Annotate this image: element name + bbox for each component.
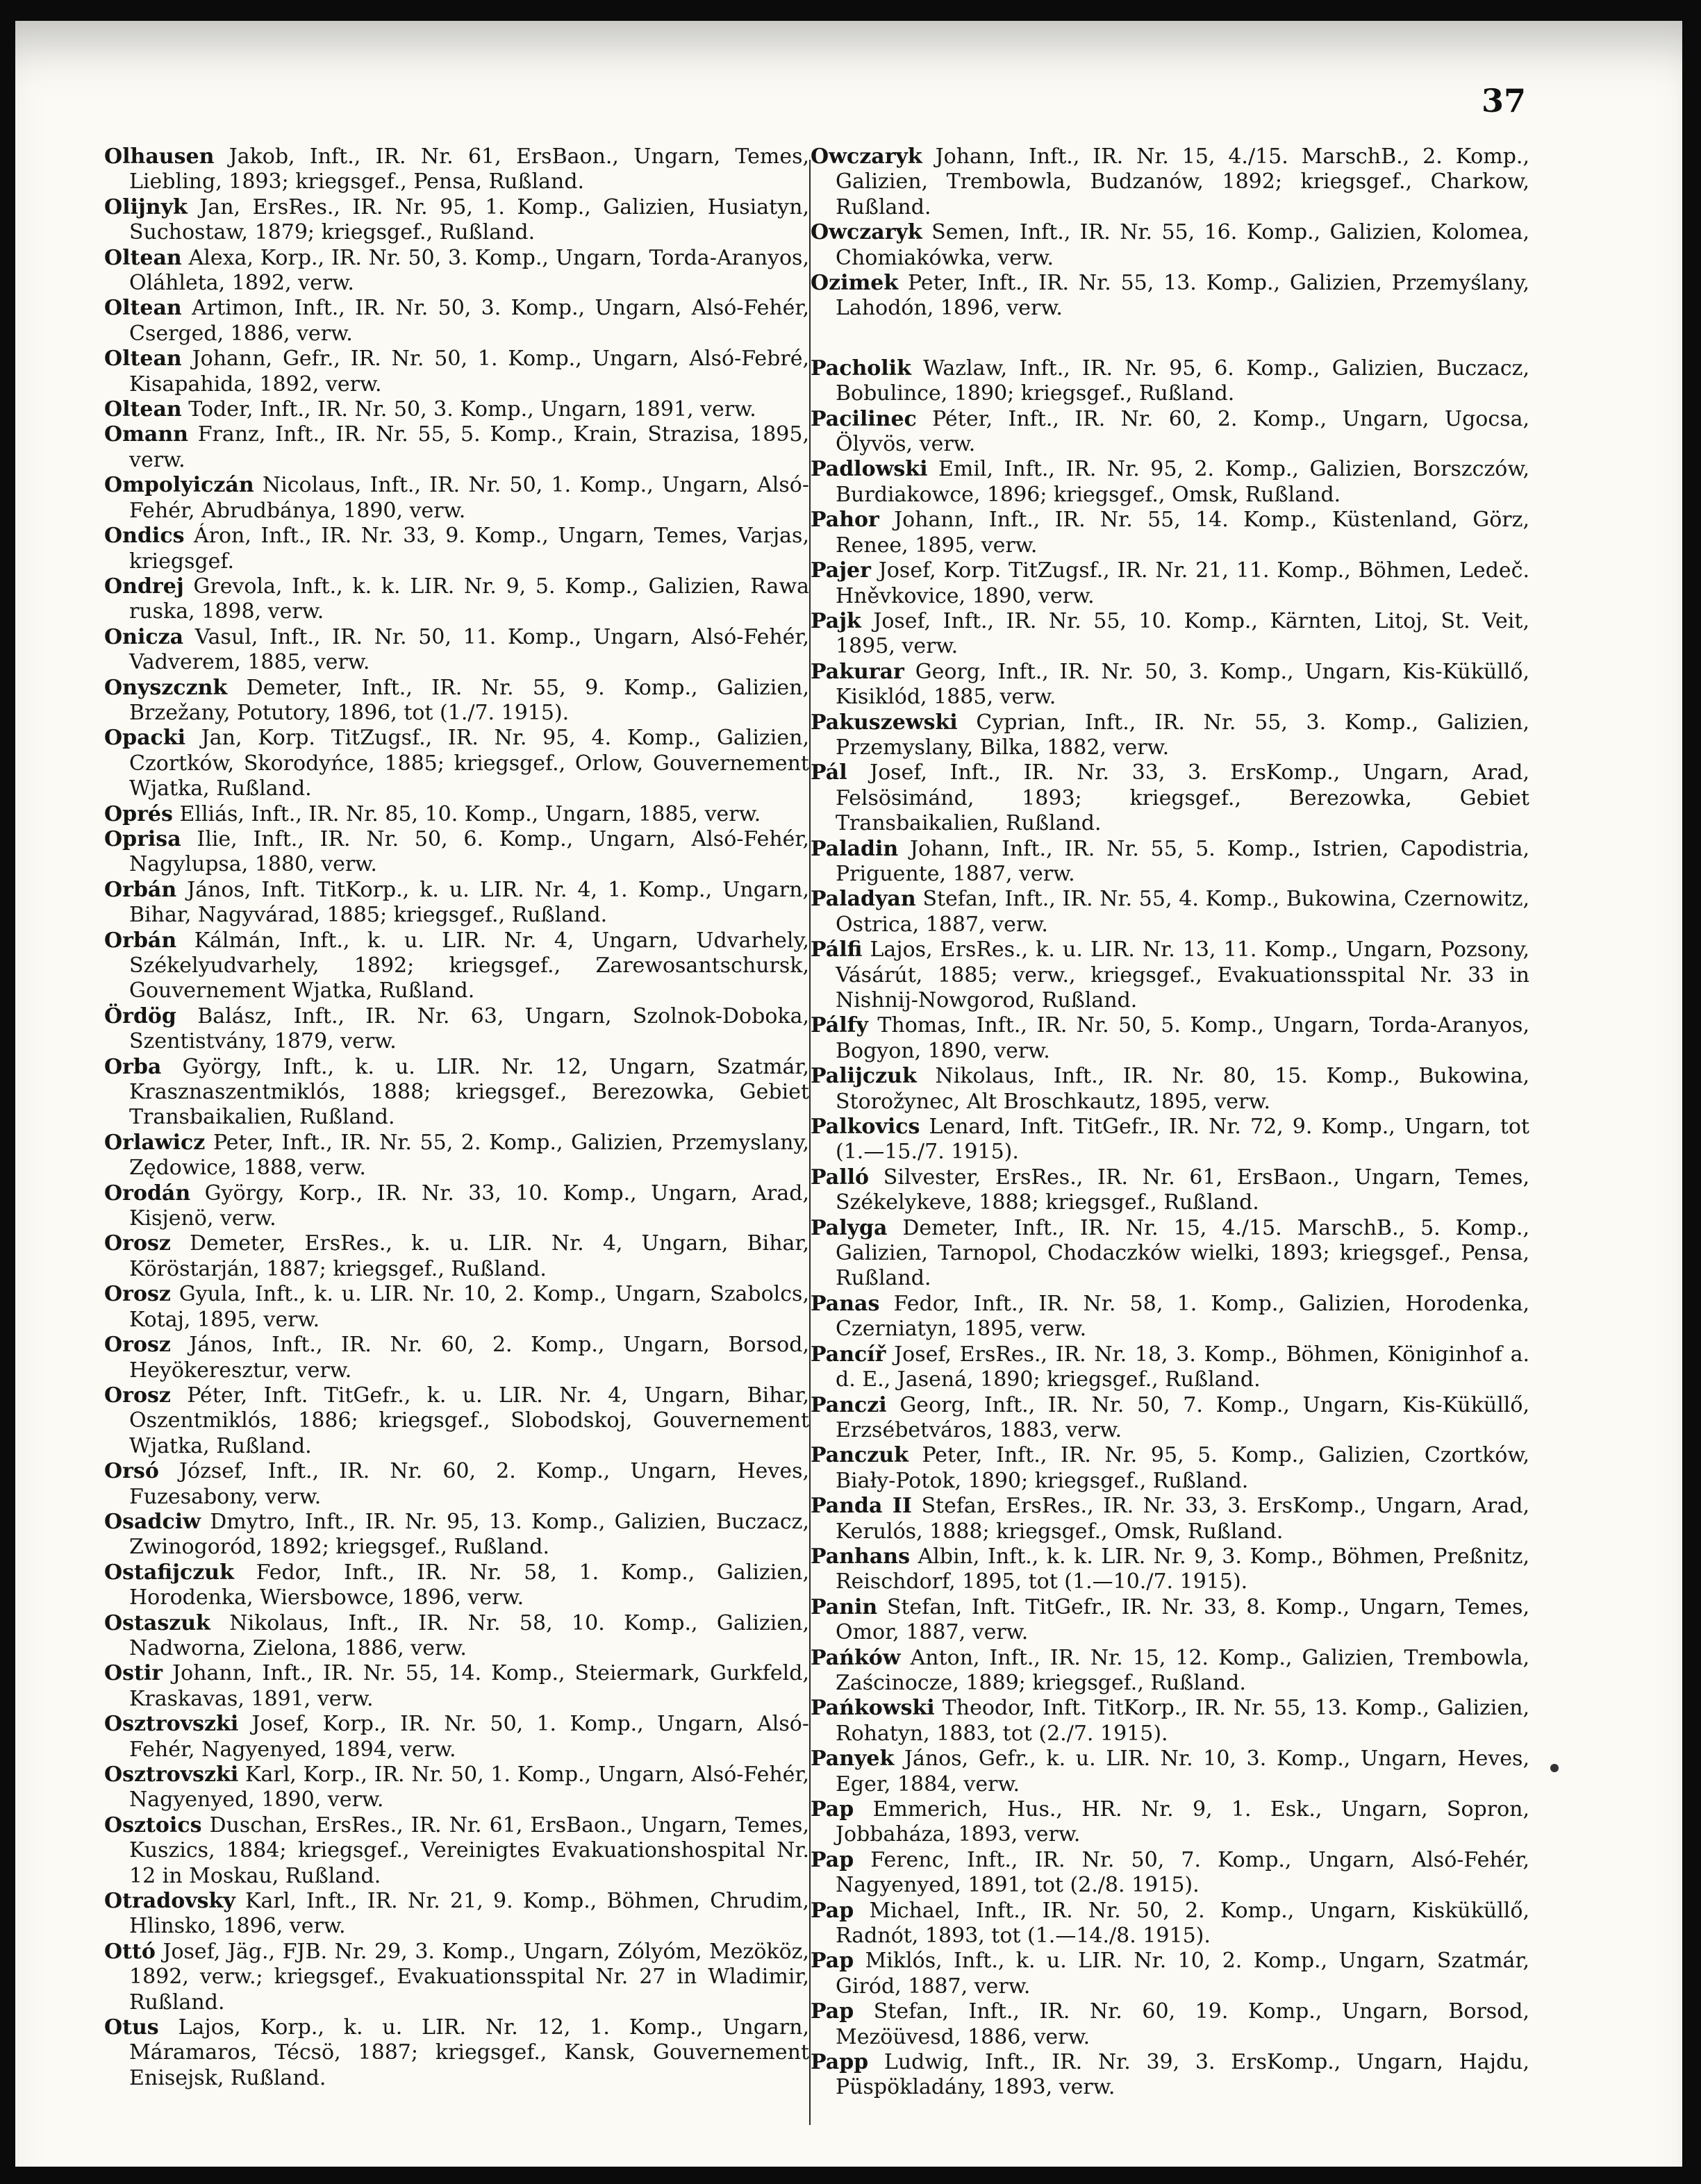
- entry-details: Alexa, Korp., IR. Nr. 50, 3. Komp., Ungarn, Torda-Aranyos, Oláhleta, 1892, verw.: [129, 245, 809, 296]
- entry: [811, 1646, 1529, 1697]
- entry-surname: Orosz: [104, 1282, 171, 1307]
- entry: [104, 422, 809, 473]
- entry: [104, 1131, 809, 1181]
- entry: [104, 195, 809, 246]
- entry-surname: Paladin: [811, 836, 899, 861]
- entry-details: Demeter, ErsRes., k. u. LIR. Nr. 4, Ungarn, Bihar, Köröstarján, 1887; kriegsgef., Rußland.: [129, 1231, 809, 1281]
- entry: [104, 878, 809, 928]
- entry-details: Franz, Inft., IR. Nr. 55, 5. Komp., Krain, Strazisa, 1895, verw.: [129, 422, 809, 472]
- scanned-page: [15, 21, 1682, 2167]
- entry-details: György, Korp., IR. Nr. 33, 10. Komp., Ungarn, Arad, Kisjenö, verw.: [129, 1181, 809, 1231]
- entry-details: Jakob, Inft., IR. Nr. 61, ErsBaon., Ungarn, Temes, Liebling, 1893; kriegsgef., Pensa, Rußland.: [129, 144, 809, 194]
- entry-details: Georg, Inft., IR. Nr. 50, 7. Komp., Ungarn, Kis-Küküllő, Erzsébetváros, 1883, verw.: [836, 1392, 1529, 1442]
- entry-surname: Pahor: [811, 508, 879, 533]
- entry: [811, 1064, 1529, 1115]
- entry-surname: Panczi: [811, 1392, 887, 1417]
- entry-details: Johann, Inft., IR. Nr. 55, 5. Komp., Istrien, Capodistria, Priguente, 1887, verw.: [836, 836, 1529, 886]
- entry-surname: Ompolyiczán: [104, 473, 254, 498]
- entry: [104, 1459, 809, 1510]
- entry-surname: Opacki: [104, 726, 185, 751]
- entry: [104, 473, 809, 524]
- entry: [104, 574, 809, 625]
- entry: [104, 1231, 809, 1282]
- entry: [811, 2050, 1529, 2101]
- entry-surname: Oltean: [104, 245, 182, 270]
- entry-surname: Pap: [811, 1898, 854, 1923]
- entry-details: Stefan, Inft., IR. Nr. 60, 19. Komp., Ungarn, Borsod, Mezöüvesd, 1886, verw.: [836, 1999, 1529, 2049]
- entry-surname: Osztoics: [104, 1812, 202, 1837]
- entry: [104, 1055, 809, 1131]
- entry: [104, 1813, 809, 1889]
- entry: [104, 928, 809, 1004]
- entry: [104, 1889, 809, 1940]
- entry: [104, 246, 809, 297]
- entry-details: Lajos, Korp., k. u. LIR. Nr. 12, 1. Komp., Ungarn, Máramaros, Técsö, 1887; kriegsgef., Kansk, Gouvernement Enisejsk, Rußland.: [129, 2015, 809, 2090]
- entry-surname: Orosz: [104, 1333, 171, 1358]
- entry-details: Péter, Inft., IR. Nr. 60, 2. Komp., Ungarn, Ugocsa, Ölyvös, verw.: [836, 406, 1529, 457]
- entry: [811, 1292, 1529, 1342]
- entry: [811, 407, 1529, 458]
- entry-surname: Pap: [811, 1797, 854, 1822]
- entry-surname: Ottó: [104, 1939, 156, 1964]
- entry-surname: Orosz: [104, 1231, 171, 1256]
- entry-surname: Pakuszewski: [811, 710, 958, 735]
- entry-details: Artimon, Inft., IR. Nr. 50, 3. Komp., Ungarn, Alsó-Fehér, Cserged, 1886, verw.: [129, 296, 810, 346]
- entry-details: Josef, Korp., IR. Nr. 50, 1. Komp., Ungarn, Alsó-Fehér, Nagyenyed, 1894, verw.: [129, 1712, 809, 1762]
- entry-details: Johann, Inft., IR. Nr. 55, 14. Komp., Steiermark, Gurkfeld, Kraskavas, 1891, verw.: [129, 1661, 809, 1711]
- entry-details: Elliás, Inft., IR. Nr. 85, 10. Komp., Ungarn, 1885, verw.: [179, 801, 761, 826]
- entry: [104, 1940, 809, 2015]
- entry-details: Johann, Gefr., IR. Nr. 50, 1. Komp., Ungarn, Alsó-Febré, Kisapahida, 1892, verw.: [129, 347, 809, 397]
- entry-details: Lajos, ErsRes., k. u. LIR. Nr. 13, 11. Komp., Ungarn, Pozsony, Vásárút, 1885; verw., kriegsgef., Evakuationsspital Nr. 33 in Nishnij-Nowgorod, Rußland.: [836, 937, 1529, 1012]
- entry-surname: Olhausen: [104, 144, 215, 169]
- entry: [811, 1797, 1529, 1848]
- entry-details: Nikolaus, Inft., IR. Nr. 58, 10. Komp., Galizien, Nadworna, Zielona, 1886, verw.: [129, 1610, 809, 1660]
- entry-surname: Oprisa: [104, 826, 181, 851]
- entry: [104, 802, 809, 827]
- entry: [811, 144, 1529, 220]
- left-column: [104, 144, 809, 2091]
- entry: [811, 1899, 1529, 1949]
- entry: [811, 609, 1529, 660]
- entry: [104, 1661, 809, 1712]
- entry-details: Jan, ErsRes., IR. Nr. 95, 1. Komp., Galizien, Husiatyn, Suchostaw, 1879; kriegsgef., Rußland.: [129, 194, 809, 245]
- entry-surname: Omann: [104, 422, 188, 447]
- entry-details: Dmytro, Inft., IR. Nr. 95, 13. Komp., Galizien, Buczacz, Zwinogoród, 1892; kriegsgef., Rußland.: [129, 1509, 809, 1560]
- entry: [104, 676, 809, 726]
- entry: [104, 1181, 809, 1232]
- entry-surname: Oltean: [104, 347, 182, 372]
- entry-details: Kálmán, Inft., k. u. LIR. Nr. 4, Ungarn, Udvarhely, Székelyudvarhely, 1892; kriegsgef., Zarewosantschursk, Gouvernement Wjatka, Rußland.: [129, 928, 809, 1003]
- right-column-top-group: [811, 144, 1529, 322]
- entry-details: János, Inft., IR. Nr. 60, 2. Komp., Ungarn, Borsod, Heyökeresztur, verw.: [129, 1333, 809, 1383]
- entry: [811, 220, 1529, 271]
- entry: [104, 1560, 809, 1611]
- entry: [811, 1747, 1529, 1797]
- entry-details: János, Gefr., k. u. LIR. Nr. 10, 3. Komp., Ungarn, Heves, Eger, 1884, verw.: [836, 1747, 1529, 1797]
- entry: [811, 710, 1529, 761]
- entry-details: Michael, Inft., IR. Nr. 50, 2. Komp., Ungarn, Kisküküllő, Radnót, 1893, tot (1.—14./8. 1915).: [836, 1898, 1529, 1949]
- entry-surname: Orodán: [104, 1181, 191, 1206]
- entry-surname: Pańków: [811, 1645, 901, 1670]
- entry-details: János, Inft. TitKorp., k. u. LIR. Nr. 4, 1. Komp., Ungarn, Bihar, Nagyvárad, 1885; kriegsgef., Rußland.: [129, 877, 809, 928]
- entry-details: Karl, Inft., IR. Nr. 21, 9. Komp., Böhmen, Chrudim, Hlinsko, 1896, verw.: [129, 1889, 809, 1939]
- entry-details: Péter, Inft. TitGefr., k. u. LIR. Nr. 4, Ungarn, Bihar, Oszentmiklós, 1886; kriegsgef., Slobodskoj, Gouvernement Wjatka, Rußland.: [129, 1383, 809, 1458]
- entry-details: Ferenc, Inft., IR. Nr. 50, 7. Komp., Ungarn, Alsó-Fehér, Nagyenyed, 1891, tot (2./8. 1915).: [836, 1847, 1529, 1898]
- entry-details: Albin, Inft., k. k. LIR. Nr. 9, 3. Komp., Böhmen, Preßnitz, Reischdorf, 1895, tot (1.—10./7. 1915).: [836, 1544, 1529, 1594]
- entry: [811, 558, 1529, 609]
- entry-surname: Orosz: [104, 1383, 171, 1408]
- entry: [811, 1494, 1529, 1544]
- entry-surname: Palyga: [811, 1215, 888, 1240]
- entry: [811, 1115, 1529, 1165]
- entry-details: Nicolaus, Inft., IR. Nr. 50, 1. Komp., Ungarn, Alsó-Fehér, Abrudbánya, 1890, verw.: [129, 473, 809, 523]
- entry-surname: Orbán: [104, 928, 177, 953]
- entry-surname: Pap: [811, 1847, 854, 1872]
- entry-surname: Orbán: [104, 877, 177, 902]
- entry-surname: Palijczuk: [811, 1064, 917, 1089]
- entry-surname: Oprés: [104, 801, 173, 826]
- entry: [811, 660, 1529, 710]
- entry: [104, 144, 809, 195]
- entry-details: Demeter, Inft., IR. Nr. 55, 9. Komp., Galizien, Brzežany, Potutory, 1896, tot (1./7. 1915).: [129, 675, 809, 725]
- entry-surname: Owczaryk: [811, 144, 922, 169]
- entry-details: Vasul, Inft., IR. Nr. 50, 11. Komp., Ungarn, Alsó-Fehér, Vadverem, 1885, verw.: [129, 624, 809, 675]
- entry-details: József, Inft., IR. Nr. 60, 2. Komp., Ungarn, Heves, Fuzesabony, verw.: [129, 1459, 809, 1509]
- entry-details: Fedor, Inft., IR. Nr. 58, 1. Komp., Galizien, Horodenka, Czerniatyn, 1895, verw.: [836, 1291, 1529, 1342]
- entry-surname: Pálfy: [811, 1013, 868, 1038]
- entry-surname: Ostaszuk: [104, 1610, 210, 1635]
- entry: [104, 726, 809, 801]
- entry-surname: Panas: [811, 1291, 880, 1316]
- entry-surname: Ostafijczuk: [104, 1560, 234, 1585]
- entry-details: Miklós, Inft., k. u. LIR. Nr. 10, 2. Komp., Ungarn, Szatmár, Giród, 1887, verw.: [836, 1949, 1529, 1999]
- entry-details: Johann, Inft., IR. Nr. 55, 14. Komp., Küstenland, Görz, Renee, 1895, verw.: [836, 508, 1529, 558]
- entry-surname: Osztrovszki: [104, 1762, 239, 1787]
- entry-details: Ilie, Inft., IR. Nr. 50, 6. Komp., Ungarn, Alsó-Fehér, Nagylupsa, 1880, verw.: [129, 826, 809, 877]
- entry: [811, 1949, 1529, 1999]
- entry-surname: Ozimek: [811, 271, 899, 296]
- entry-surname: Pálfi: [811, 937, 863, 962]
- entry-surname: Palló: [811, 1165, 869, 1190]
- entry: [811, 457, 1529, 508]
- entry: [104, 1282, 809, 1333]
- entry-surname: Pap: [811, 1949, 854, 1974]
- entry-details: Emmerich, Hus., HR. Nr. 9, 1. Esk., Ungarn, Sopron, Jobbaháza, 1893, verw.: [836, 1797, 1529, 1847]
- entry-details: Peter, Inft., IR. Nr. 55, 2. Komp., Galizien, Przemyslany, Zędowice, 1888, verw.: [129, 1130, 809, 1181]
- entry-details: Johann, Inft., IR. Nr. 15, 4./15. MarschB., 2. Komp., Galizien, Trembowla, Budzanów, 1892; kriegsgef., Charkow, Rußland.: [836, 144, 1529, 219]
- entry: [104, 2015, 809, 2091]
- entry: [811, 1544, 1529, 1595]
- entry-surname: Onyszcznk: [104, 675, 228, 700]
- entry-details: Lenard, Inft. TitGefr., IR. Nr. 72, 9. Komp., Ungarn, tot (1.—15./7. 1915).: [836, 1115, 1529, 1165]
- entry-surname: Ondrej: [104, 574, 184, 599]
- entry-surname: Paladyan: [811, 887, 916, 912]
- entry-details: Gyula, Inft., k. u. LIR. Nr. 10, 2. Komp., Ungarn, Szabolcs, Kotaj, 1895, verw.: [129, 1282, 809, 1332]
- entry-details: Stefan, Inft., IR. Nr. 55, 4. Komp., Bukowina, Czernowitz, Ostrica, 1887, verw.: [836, 887, 1529, 937]
- entry-surname: Pajk: [811, 608, 861, 633]
- entry-surname: Panczuk: [811, 1443, 908, 1468]
- entry-surname: Palkovics: [811, 1115, 920, 1140]
- entry-details: Demeter, Inft., IR. Nr. 15, 4./15. MarschB., 5. Komp., Galizien, Tarnopol, Chodaczków wielki, 1893; kriegsgef., Pensa, Rußland.: [836, 1215, 1529, 1291]
- entry-details: Toder, Inft., IR. Nr. 50, 3. Komp., Ungarn, 1891, verw.: [188, 397, 756, 422]
- entry-surname: Pakurar: [811, 659, 904, 684]
- entry-details: Anton, Inft., IR. Nr. 15, 12. Komp., Galizien, Trembowla, Zaścinocze, 1889; kriegsgef., Rußland.: [836, 1645, 1529, 1695]
- entry-details: Theodor, Inft. TitKorp., IR. Nr. 55, 13. Komp., Galizien, Rohatyn, 1883, tot (2./7. 1915).: [836, 1696, 1529, 1746]
- entry: [104, 1383, 809, 1459]
- entry: [811, 887, 1529, 937]
- entry-details: Josef, Inft., IR. Nr. 33, 3. ErsKomp., Ungarn, Arad, Felsösimánd, 1893; kriegsgef., Berezowka, Gebiet Transbaikalien, Rußland.: [836, 760, 1529, 836]
- entry: [811, 1165, 1529, 1216]
- entry: [104, 296, 809, 347]
- entry: [104, 1762, 809, 1813]
- entry: [811, 1595, 1529, 1646]
- entry: [811, 1216, 1529, 1292]
- entry-surname: Ördög: [104, 1003, 176, 1028]
- entry-details: Wazlaw, Inft., IR. Nr. 95, 6. Komp., Galizien, Buczacz, Bobulince, 1890; kriegsgef., Rußland.: [836, 356, 1529, 406]
- entry-surname: Orba: [104, 1054, 162, 1079]
- entry-surname: Otradovsky: [104, 1889, 235, 1914]
- entry-surname: Osztrovszki: [104, 1712, 239, 1737]
- entry-surname: Pancíř: [811, 1342, 886, 1367]
- entry-details: Stefan, Inft. TitGefr., IR. Nr. 33, 8. Komp., Ungarn, Temes, Omor, 1887, verw.: [836, 1594, 1529, 1645]
- entry-surname: Pajer: [811, 558, 871, 583]
- entry-details: Thomas, Inft., IR. Nr. 50, 5. Komp., Ungarn, Torda-Aranyos, Bogyon, 1890, verw.: [836, 1013, 1529, 1063]
- entry-details: Jan, Korp. TitZugsf., IR. Nr. 95, 4. Komp., Galizien, Czortków, Skorodyńce, 1885; kriegsgef., Orlow, Gouvernement Wjatka, Rußland.: [129, 726, 810, 801]
- entry-details: Cyprian, Inft., IR. Nr. 55, 3. Komp., Galizien, Przemyslany, Bilka, 1882, verw.: [836, 710, 1529, 760]
- entry-surname: Panda II: [811, 1494, 912, 1519]
- entry-surname: Ondics: [104, 524, 185, 549]
- entry: [811, 271, 1529, 322]
- entry-surname: Pacholik: [811, 356, 911, 381]
- entry-surname: Pańkowski: [811, 1696, 935, 1721]
- entry-surname: Panhans: [811, 1544, 910, 1569]
- entry: [811, 356, 1529, 407]
- entry: [104, 1712, 809, 1762]
- entry-details: Balász, Inft., IR. Nr. 63, Ungarn, Szolnok-Doboka, Szentistvány, 1879, verw.: [129, 1003, 809, 1054]
- ink-mark: [1550, 1764, 1559, 1772]
- entry-details: Semen, Inft., IR. Nr. 55, 16. Komp., Galizien, Kolomea, Chomiakówka, verw.: [836, 220, 1529, 270]
- entry-details: Josef, ErsRes., IR. Nr. 18, 3. Komp., Böhmen, Königinhof a. d. E., Jasená, 1890; kriegsgef., Rußland.: [836, 1342, 1529, 1392]
- entry: [811, 760, 1529, 836]
- entry-surname: Pap: [811, 1999, 854, 2024]
- entry-surname: Pál: [811, 760, 847, 785]
- entry-surname: Olijnyk: [104, 194, 188, 219]
- entry: [104, 1510, 809, 1560]
- entry: [811, 1013, 1529, 1064]
- entry-surname: Otus: [104, 2015, 159, 2040]
- entry: [104, 625, 809, 676]
- entry: [811, 1848, 1529, 1899]
- entry-surname: Papp: [811, 2050, 869, 2075]
- entry-details: Georg, Inft., IR. Nr. 50, 3. Komp., Ungarn, Kis-Küküllő, Kisiklód, 1885, verw.: [836, 659, 1529, 710]
- entry-details: Josef, Korp. TitZugsf., IR. Nr. 21, 11. Komp., Böhmen, Ledeč. Hněvkovice, 1890, verw.: [836, 558, 1529, 608]
- entry-details: Fedor, Inft., IR. Nr. 58, 1. Komp., Galizien, Horodenka, Wiersbowce, 1896, verw.: [129, 1560, 809, 1610]
- entry: [104, 1611, 809, 1662]
- entry: [811, 1393, 1529, 1444]
- entry-surname: Onicza: [104, 624, 184, 649]
- entry-details: Áron, Inft., IR. Nr. 33, 9. Komp., Ungarn, Temes, Varjas, kriegsgef.: [129, 524, 809, 574]
- entry-details: Karl, Korp., IR. Nr. 50, 1. Komp., Ungarn, Alsó-Fehér, Nagyenyed, 1890, verw.: [129, 1762, 809, 1812]
- entry-surname: Padlowski: [811, 457, 928, 482]
- entry: [811, 937, 1529, 1013]
- entry: [811, 1342, 1529, 1393]
- entry-surname: Pacilinec: [811, 406, 917, 431]
- entry-details: Josef, Jäg., FJB. Nr. 29, 3. Komp., Ungarn, Zólyóm, Mezököz, 1892, verw.; kriegsgef., Evakuationsspital Nr. 27 in Wladimir, Rußland.: [129, 1939, 809, 2015]
- entry-surname: Owczaryk: [811, 220, 922, 245]
- entry-surname: Orlawicz: [104, 1130, 206, 1155]
- entry: [811, 1999, 1529, 2050]
- entry: [811, 837, 1529, 887]
- entry-details: Ludwig, Inft., IR. Nr. 39, 3. ErsKomp., Ungarn, Hajdu, Püspökladány, 1893, verw.: [836, 2050, 1529, 2100]
- entry: [104, 347, 809, 397]
- entry: [811, 1696, 1529, 1747]
- right-column-main-group: [811, 356, 1529, 2101]
- section-gap: [811, 322, 1529, 356]
- page-number: 37: [1481, 82, 1526, 119]
- entry: [811, 508, 1529, 558]
- entry: [104, 524, 809, 574]
- entry: [104, 397, 809, 422]
- entry-details: Grevola, Inft., k. k. LIR. Nr. 9, 5. Komp., Galizien, Rawa ruska, 1898, verw.: [129, 574, 809, 624]
- entry-details: Josef, Inft., IR. Nr. 55, 10. Komp., Kärnten, Litoj, St. Veit, 1895, verw.: [836, 608, 1529, 659]
- right-column: [811, 144, 1529, 2101]
- entry: [104, 827, 809, 878]
- entry: [811, 1443, 1529, 1494]
- entry-surname: Oltean: [104, 296, 182, 321]
- entry-surname: Orsó: [104, 1459, 159, 1484]
- entry-details: György, Inft., k. u. LIR. Nr. 12, Ungarn, Szatmár, Krasznaszentmiklós, 1888; kriegsgef., Berezowka, Gebiet Transbaikalien, Rußland.: [129, 1054, 809, 1130]
- entry-surname: Oltean: [104, 397, 182, 422]
- entry-details: Emil, Inft., IR. Nr. 95, 2. Komp., Galizien, Borszczów, Burdiakowce, 1896; kriegsgef., Omsk, Rußland.: [836, 457, 1529, 507]
- entry: [104, 1333, 809, 1383]
- entry-details: Peter, Inft., IR. Nr. 55, 13. Komp., Galizien, Przemyślany, Lahodón, 1896, verw.: [836, 271, 1529, 321]
- entry-surname: Osadciw: [104, 1509, 201, 1534]
- entry-details: Silvester, ErsRes., IR. Nr. 61, ErsBaon., Ungarn, Temes, Székelykeve, 1888; kriegsgef., Rußland.: [836, 1165, 1529, 1215]
- entry-surname: Panin: [811, 1594, 878, 1619]
- entry-details: Nikolaus, Inft., IR. Nr. 80, 15. Komp., Bukowina, Storožynec, Alt Broschkautz, 1895, verw.: [836, 1064, 1529, 1114]
- entry-details: Duschan, ErsRes., IR. Nr. 61, ErsBaon., Ungarn, Temes, Kuszics, 1884; kriegsgef., Vereinigtes Evakuationshospital Nr. 12 in Moskau, Rußland.: [129, 1812, 809, 1888]
- entry-surname: Ostir: [104, 1661, 163, 1686]
- entry-details: Peter, Inft., IR. Nr. 95, 5. Komp., Galizien, Czortków, Biały-Potok, 1890; kriegsgef., Rußland.: [836, 1443, 1529, 1493]
- entry: [104, 1004, 809, 1055]
- entry-surname: Panyek: [811, 1747, 895, 1772]
- entry-details: Stefan, ErsRes., IR. Nr. 33, 3. ErsKomp., Ungarn, Arad, Kerulós, 1888; kriegsgef., Omsk, Rußland.: [836, 1494, 1529, 1544]
